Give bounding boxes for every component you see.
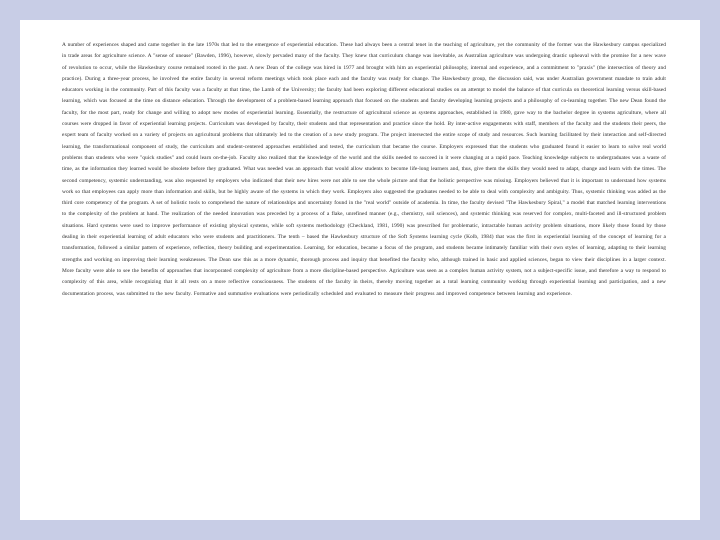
document-page (20, 20, 700, 520)
body-text: A number of experiences shaped and came together in the late 1970s that led to the emergence of experiential education. These had always been a central tenet in the teaching of agriculture, yet the community of the former was the Hawkesbury campus specialized in trade areas for agriculture science. A "sense of unease" (Bawden, 1996), however, slowly pervaded many of the faculty. They knew that curriculum change was inevitable, as Australian agriculture was undergoing drastic upheaval with the promise for a new wave of revolution to occur, while the Hawkesbury course remained rooted in the past. A new Dean of the college was hired in 1977 and brought with him an experiential philosophy, internal and experience, and a commitment to "praxis" (the intersection of theory and practice). During a three-year process, he involved the entire faculty in several reform meetings which took place each and the faculty was ready for change. The Hawkesbury group, the discussion said, was under Australian government mandate to train adult educators working in the community. Part of this faculty was a faculty at that time, the Lamb of the University; the faculty had been exploring different educational studies on an attempt to model the balance of that curricula on theoretical learning versus skill-based learning, which was focused at the time on distance education. Through the development of a problem-based learning approach that focused on the students and faculty developing learning projects and a philosophy of co-learning together. The new Dean found the faculty, for the most part, ready for change and willing to adopt new modes of experiential learning. Essentially, the restructure of agricultural science as systems approaches, established in 1980, gave way to the bachelor degree in systems agriculture, where all courses were dropped in favor of experiential learning projects. Curriculum was developed by faculty, their students and that representation and practice since the hold. By inter-active engagements with staff, members of the faculty and the students their peers, the expert team of faculty worked on a variety of projects on agricultural problems that ultimately led to the creation of a new study program. The project intersected the entire scope of study and resources. Such learning facilitated by their interaction and self-directed learning, the transformational component of study, the curriculum and student-centered approaches established and tested, the curriculum that became the course. Employers expressed that the students who graduated found it easier to learn to solve real world problems than students who were "quick studies" and could learn on-the-job. Faculty also realized that the knowledge of the world and the skills needed to succeed in it were changing at a rapid pace. Teaching knowledge subjects to undergraduates was a waste of time, as the information they learned would be obsolete before they graduated. What was needed was an approach that would allow students to become life-long learners and, thus, give them the skills they would need to adapt, change and learn with the times. The second competency, systemic understanding, was also requested by employers who indicated that their new hires were not able to see the whole picture and that the holistic perspective was missing. Employers believed that it is important to understand how systems work so that employees can apply more than information and skills, but be highly aware of the systems in which they work. Employers also suggested the graduates needed to be able to deal with complexity and ambiguity. Thus, systemic thinking was added as the third core competency of the program. A set of holistic tools to comprehend the nature of relationships and uncertainty found in the "real world" outside of academia. In time, the faculty devised "The Hawkesbury Spiral," a model that matched learning interventions to the complexity of the problem at hand. The realization of the needed innovation was preceded by a process of a flake, unrefined manner (e.g., chemistry, soil sciences), and systemic thinking was reserved for complex, multi-faceted and ill-structured problem situations. Hard systems were used to improve performance of existing physical systems, while soft systems methodology (Checkland, 1981, 1990) was prescribed for problematic, intractable human activity problem situations, more likely those found by those dealing in their experiential learning of adult educators who were students and practitioners. The tenth – based the Hawkesbury structure of the Soft Systems learning cycle (Kolb, 1984) that was the first in experiential learning of the concept of learning for a transformation, followed a similar pattern of experience, reflection, theory building and experimentation. Learning, for education, became a focus of the program, and students became intimately familiar with their own styles of learning, adapting to their learning strengths and working on improving their learning weaknesses. The Dean saw this as a more dynamic, thorough process and inquiry that benefited the faculty who, although trained in basic and applied sciences, began to view their disciplines in a larger context. More faculty were able to see the benefits of approaches that incorporated complexity of agriculture from a more discipline-based perspective. Agriculture was seen as a complex human activity system, not a subject-specific issue, and therefore a way to respond to complexity of this area, while recognizing that it all rests on a more reflective consciousness. The students of the faculty in theirs, thereby moving together as a total learning community working through experiential learning and participation, and a new documentation process, was submitted to the new faculty. Formative and summative evaluations were periodically scheduled and evaluated to measure their progress and improved competence between learning and experience. (62, 42, 666, 297)
